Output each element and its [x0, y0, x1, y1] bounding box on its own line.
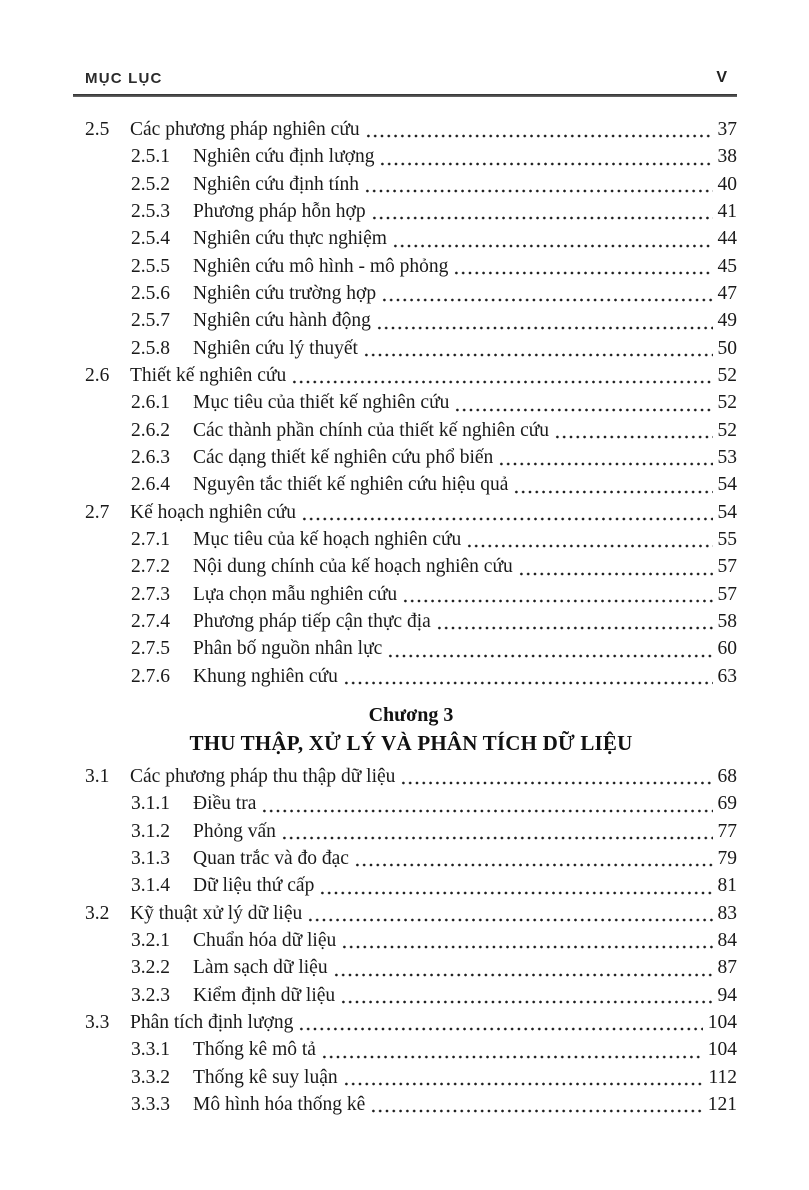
entry-number: 3.2.3 — [131, 984, 170, 1006]
entry-title: Điều tra — [193, 793, 257, 815]
entry-number: 2.5.5 — [131, 255, 170, 277]
dot-leader — [301, 499, 713, 526]
dot-leader — [554, 417, 712, 444]
dot-leader — [453, 253, 712, 280]
entry-page-number: 44 — [717, 228, 737, 250]
entry-number: 2.5.4 — [131, 228, 170, 250]
dot-leader — [343, 1064, 704, 1091]
entry-number: 3.2.1 — [131, 929, 170, 951]
toc-entry — [85, 790, 737, 817]
toc-entry — [85, 845, 737, 872]
entry-title: Khung nghiên cứu — [193, 665, 338, 687]
dot-leader — [371, 198, 713, 225]
entry-title: Lựa chọn mẫu nghiên cứu — [193, 583, 398, 605]
entry-title: Nghiên cứu định lượng — [193, 146, 375, 168]
entry-number: 2.5.7 — [131, 310, 170, 332]
toc-entry — [85, 143, 737, 170]
toc-entry — [85, 253, 737, 280]
entry-number: 3.1.2 — [131, 820, 170, 842]
entry-number: 3.2 — [85, 902, 110, 924]
entry-title: Các phương pháp nghiên cứu — [130, 119, 360, 140]
toc-entry — [85, 444, 737, 471]
entry-number: 2.6.4 — [131, 474, 170, 496]
entry-title: Làm sạch dữ liệu — [193, 957, 328, 979]
entry-title: Kế hoạch nghiên cứu — [130, 501, 296, 523]
entry-page-number: 83 — [717, 902, 737, 924]
toc-entry — [85, 608, 737, 635]
entry-title: Nội dung chính của kế hoạch nghiên cứu — [193, 556, 513, 578]
entry-number: 3.2.2 — [131, 957, 170, 979]
toc-entry — [85, 335, 737, 362]
entry-page-number: 57 — [717, 556, 737, 578]
toc-entry — [85, 635, 737, 662]
entry-page-number: 52 — [717, 419, 737, 441]
entry-number: 2.6.3 — [131, 446, 170, 468]
toc-entry — [85, 1064, 737, 1091]
toc-entry — [85, 763, 737, 790]
toc-entry — [85, 116, 737, 143]
entry-page-number: 81 — [717, 875, 737, 897]
entry-page-number: 41 — [717, 200, 737, 222]
entry-page-number: 49 — [717, 310, 737, 332]
toc-entry — [85, 982, 737, 1009]
entry-number: 2.6.1 — [131, 392, 170, 414]
dot-leader — [387, 635, 712, 662]
dot-leader — [261, 790, 712, 817]
dot-leader — [319, 872, 712, 899]
entry-title: Nghiên cứu lý thuyết — [193, 337, 358, 359]
entry-title: Thiết kế nghiên cứu — [130, 364, 287, 386]
chapter-number-heading: Chương 3 — [368, 703, 454, 726]
entry-number: 2.7.5 — [131, 638, 170, 660]
toc-entry — [85, 171, 737, 198]
entry-page-number: 53 — [717, 446, 737, 468]
dot-leader — [365, 116, 713, 143]
toc-entry — [85, 663, 737, 690]
entry-page-number: 69 — [717, 793, 737, 815]
toc-list — [85, 116, 737, 1118]
entry-page-number: 104 — [707, 1011, 737, 1033]
entry-number: 3.1 — [85, 765, 110, 787]
dot-leader — [518, 553, 713, 580]
toc-entry — [85, 499, 737, 526]
entry-number: 2.5.1 — [131, 146, 170, 168]
dot-leader — [400, 763, 712, 790]
toc-entry — [85, 581, 737, 608]
entry-title: Thống kê suy luận — [193, 1066, 338, 1088]
toc-entry — [85, 872, 737, 899]
entry-title: Quan trắc và đo đạc — [193, 847, 349, 869]
entry-title: Mô hình hóa thống kê — [193, 1093, 366, 1115]
entry-title: Phân tích định lượng — [130, 1011, 294, 1033]
toc-entry — [85, 954, 737, 981]
toc-entry — [85, 198, 737, 225]
toc-entry — [85, 927, 737, 954]
dot-leader — [321, 1036, 703, 1063]
entry-title: Các dạng thiết kế nghiên cứu phổ biến — [193, 446, 494, 468]
running-header-title: MỤC LỤC — [85, 70, 163, 87]
entry-number: 3.1.4 — [131, 875, 170, 897]
dot-leader — [281, 818, 713, 845]
entry-title: Thống kê mô tả — [193, 1039, 316, 1061]
entry-title: Kỹ thuật xử lý dữ liệu — [130, 902, 303, 924]
toc-entry — [85, 417, 737, 444]
entry-page-number: 63 — [717, 665, 737, 687]
dot-leader — [340, 982, 712, 1009]
entry-page-number: 38 — [717, 146, 737, 168]
dot-leader — [376, 307, 713, 334]
entry-number: 2.5.8 — [131, 337, 170, 359]
dot-leader — [379, 143, 712, 170]
entry-title: Nghiên cứu định tính — [193, 173, 360, 195]
entry-page-number: 79 — [717, 847, 737, 869]
toc-entry — [85, 307, 737, 334]
entry-page-number: 50 — [717, 337, 737, 359]
entry-page-number: 55 — [717, 528, 737, 550]
dot-leader — [341, 927, 712, 954]
entry-title: Nghiên cứu hành động — [193, 310, 371, 332]
entry-page-number: 87 — [717, 957, 737, 979]
entry-page-number: 54 — [717, 501, 737, 523]
toc-entry — [85, 471, 737, 498]
dot-leader — [513, 471, 712, 498]
entry-number: 2.7.6 — [131, 665, 170, 687]
dot-leader — [392, 225, 713, 252]
entry-title: Nghiên cứu thực nghiệm — [193, 228, 387, 250]
entry-number: 2.7.4 — [131, 610, 170, 632]
entry-title: Phân bố nguồn nhân lực — [193, 638, 383, 660]
toc-entry — [85, 526, 737, 553]
entry-page-number: 57 — [717, 583, 737, 605]
running-header — [85, 69, 727, 87]
entry-title: Phương pháp tiếp cận thực địa — [193, 610, 431, 632]
toc-entry — [85, 1091, 737, 1118]
entry-page-number: 77 — [717, 820, 737, 842]
entry-number: 3.3.3 — [131, 1093, 170, 1115]
entry-page-number: 40 — [717, 173, 737, 195]
entry-number: 2.5.3 — [131, 200, 170, 222]
dot-leader — [291, 362, 712, 389]
entry-title: Mục tiêu của thiết kế nghiên cứu — [193, 392, 450, 414]
entry-page-number: 54 — [717, 474, 737, 496]
dot-leader — [466, 526, 712, 553]
entry-number: 3.1.3 — [131, 847, 170, 869]
entry-number: 3.1.1 — [131, 793, 170, 815]
entry-number: 3.3.2 — [131, 1066, 170, 1088]
entry-page-number: 47 — [717, 282, 737, 304]
toc-entry — [85, 1036, 737, 1063]
dot-leader — [343, 663, 713, 690]
entry-page-number: 58 — [717, 610, 737, 632]
dot-leader — [298, 1009, 702, 1036]
entry-page-number: 60 — [717, 638, 737, 660]
toc-entry — [85, 553, 737, 580]
entry-page-number: 84 — [717, 929, 737, 951]
entry-number: 2.6.2 — [131, 419, 170, 441]
entry-page-number: 52 — [717, 364, 737, 386]
entry-page-number: 104 — [707, 1039, 737, 1061]
entry-page-number: 52 — [717, 392, 737, 414]
toc-entry — [85, 1009, 737, 1036]
toc-entry — [85, 818, 737, 845]
entry-page-number: 45 — [717, 255, 737, 277]
entry-number: 2.7.2 — [131, 556, 170, 578]
dot-leader — [364, 171, 712, 198]
toc-entry — [85, 389, 737, 416]
toc-entry — [85, 225, 737, 252]
entry-page-number: 121 — [707, 1093, 737, 1115]
dot-leader — [363, 335, 713, 362]
entry-title: Mục tiêu của kế hoạch nghiên cứu — [193, 528, 462, 550]
entry-title: Nguyên tắc thiết kế nghiên cứu hiệu quả — [193, 474, 509, 496]
header-rule — [73, 94, 737, 97]
toc-entry — [85, 280, 737, 307]
toc-entry — [85, 362, 737, 389]
entry-title: Nghiên cứu trường hợp — [193, 282, 377, 304]
chapter-heading — [85, 703, 737, 756]
entry-title: Phương pháp hỗn hợp — [193, 200, 366, 222]
entry-title: Dữ liệu thứ cấp — [193, 875, 315, 897]
entry-page-number: 68 — [717, 765, 737, 787]
entry-number: 2.6 — [85, 364, 110, 386]
dot-leader — [381, 280, 712, 307]
entry-title: Kiểm định dữ liệu — [193, 984, 336, 1006]
dot-leader — [454, 389, 712, 416]
entry-number: 2.5 — [85, 119, 110, 140]
entry-number: 2.7.3 — [131, 583, 170, 605]
dot-leader — [333, 954, 713, 981]
entry-number: 2.7.1 — [131, 528, 170, 550]
toc-entry — [85, 900, 737, 927]
entry-title: Nghiên cứu mô hình - mô phỏng — [193, 255, 449, 277]
entry-page-number: 112 — [708, 1066, 737, 1088]
entry-title: Các thành phần chính của thiết kế nghiên cứu — [193, 419, 550, 441]
dot-leader — [402, 581, 712, 608]
entry-number: 3.3 — [85, 1011, 110, 1033]
running-header-page-number: V — [716, 69, 727, 86]
entry-page-number: 94 — [717, 984, 737, 1006]
entry-number: 2.5.6 — [131, 282, 170, 304]
entry-title: Các phương pháp thu thập dữ liệu — [130, 765, 396, 787]
entry-number: 2.5.2 — [131, 173, 170, 195]
dot-leader — [498, 444, 712, 471]
dot-leader — [436, 608, 713, 635]
chapter-title-heading: THU THẬP, XỬ LÝ VÀ PHÂN TÍCH DỮ LIỆU — [189, 730, 633, 755]
dot-leader — [354, 845, 713, 872]
entry-number: 2.7 — [85, 501, 110, 523]
entry-title: Phỏng vấn — [193, 820, 276, 842]
entry-title: Chuẩn hóa dữ liệu — [193, 929, 337, 951]
dot-leader — [370, 1091, 703, 1118]
entry-page-number: 37 — [717, 119, 737, 140]
dot-leader — [307, 900, 712, 927]
entry-number: 3.3.1 — [131, 1039, 170, 1061]
